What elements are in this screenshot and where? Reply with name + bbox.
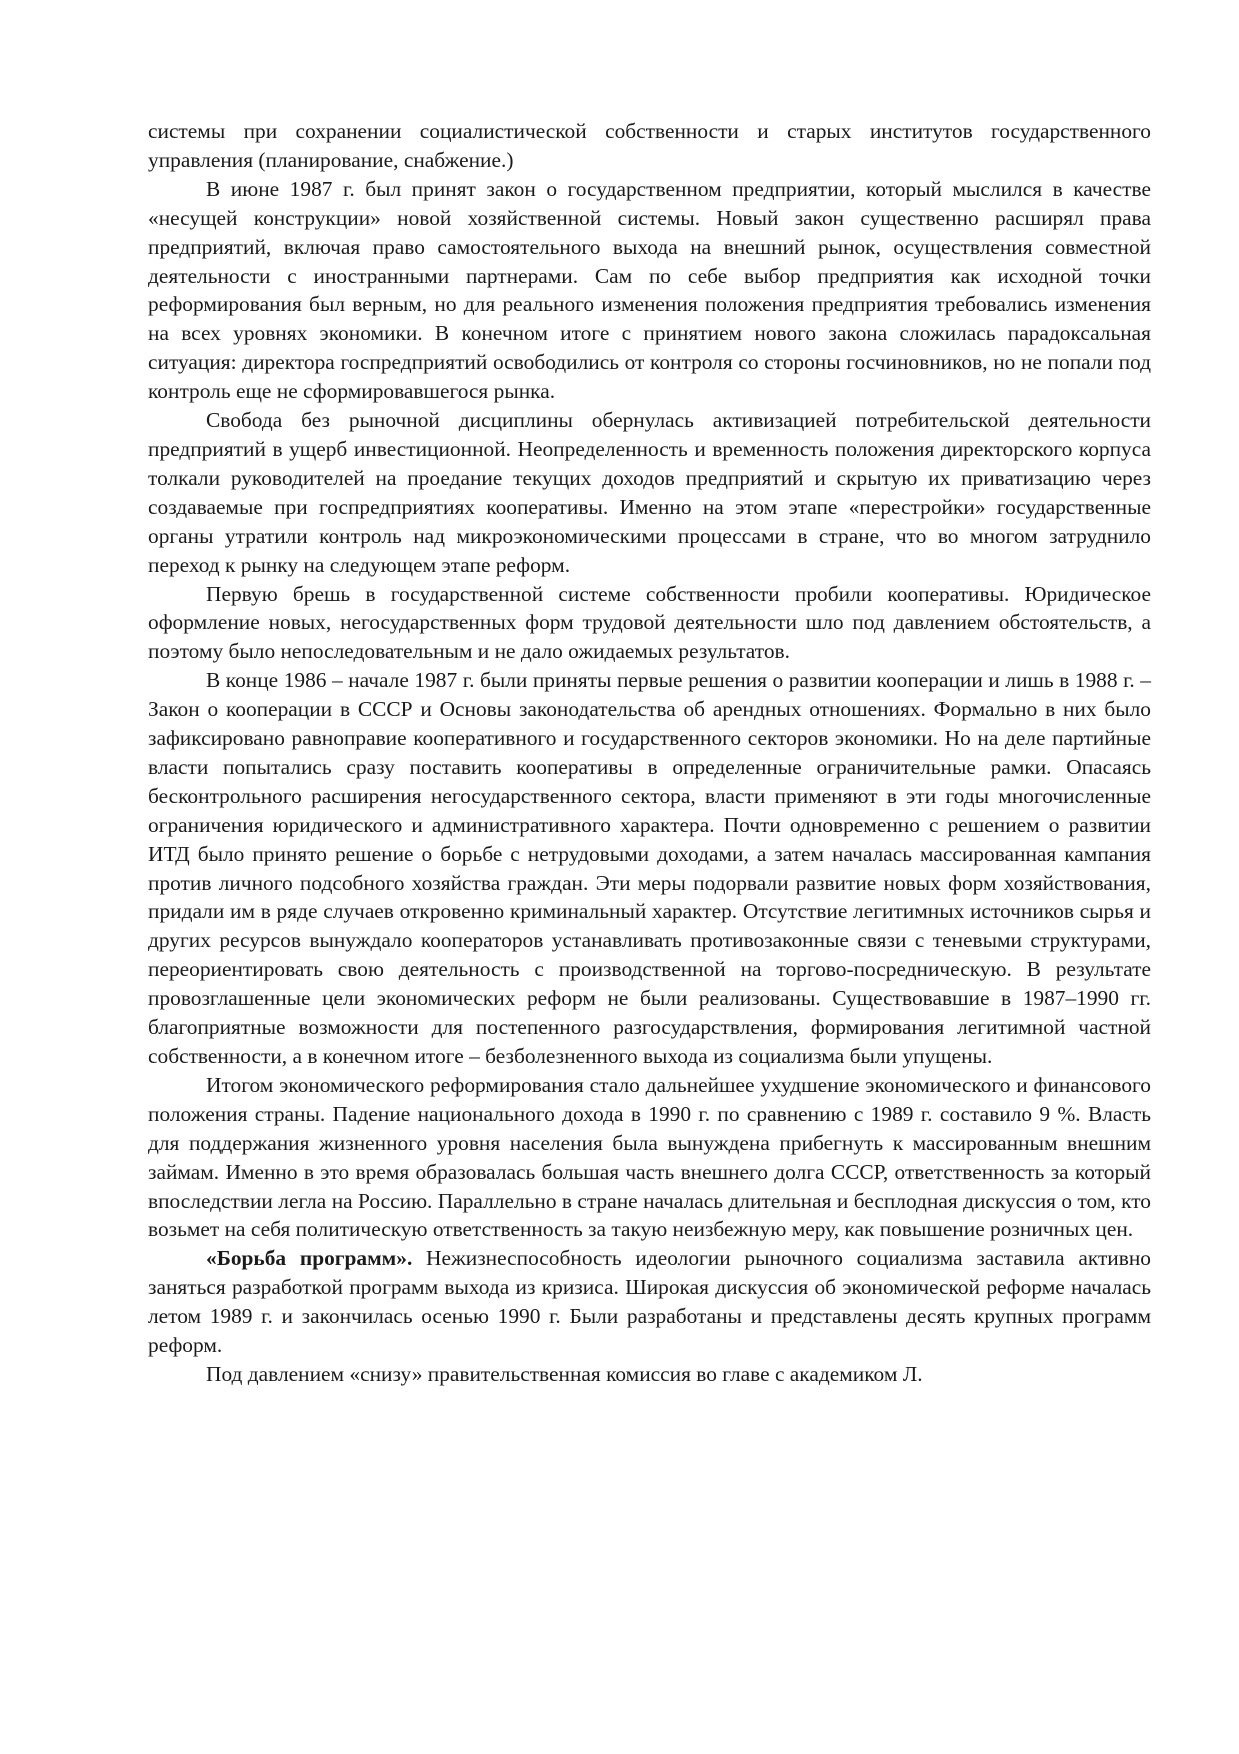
paragraph-4: Первую брешь в государственной системе собственности пробили кооперативы. Юридическое оформление новых, негосударственных форм трудовой деятельности шло под давлением обстоятельств, а поэтому было непоследовательным и не дало ожидаемых результатов. xyxy=(148,581,1151,664)
paragraph-8: Под давлением «снизу» правительственная комиссия во главе с академиком Л. xyxy=(206,1361,923,1386)
paragraph-7-text: Нежизнеспособность идеологии рыночного социализма заставила активно заняться разработкой программ выхода из кризиса. Широкая дискуссия об экономической реформе началась летом 1989 г. и закончилась осенью 1990 г. Были разработаны и представлены десять крупных программ реформ. xyxy=(148,1246,1152,1358)
paragraph-3: Свобода без рыночной дисциплины обернулась активизацией потребительской деятельности предприятий в ущерб инвестиционной. Неопределенность и временность положения директорского корпуса толкали руководителей на проедание текущих доходов предприятий и скрытую их приватизацию через создаваемые при госпредприятиях кооперативы. Именно на этом этапе «перестройки» государственные органы утратили контроль над микроэкономическими процессами в стране, что во многом затруднило переход к рынку на следующем этапе реформ. xyxy=(148,408,1151,577)
paragraph-2: В июне 1987 г. был принят закон о государственном предприятии, который мыслился в качестве «несущей конструкции» новой хозяйственной системы. Новый закон существенно расширял права предприятий, включая право самостоятельного выхода на внешний рынок, осуществления совместной деятельности с иностранными партнерами. Сам по себе выбор предприятия как исходной точки реформирования был верным, но для реального изменения положения предприятия требовались изменения на всех уровнях экономики. В конечном итоге с принятием нового закона сложилась парадоксальная ситуация: директора госпредприятий освободились от контроля со стороны госчиновников, но не попали под контроль еще не сформировавшегося рынка. xyxy=(148,176,1151,404)
document-page xyxy=(148,117,1151,1389)
paragraph-1: системы при сохранении социалистической собственности и старых институтов государственного управления (планирование, снабжение.) xyxy=(148,119,1151,172)
paragraph-7 xyxy=(148,1244,1151,1360)
section-heading: «Борьба программ». xyxy=(206,1246,413,1271)
paragraph-5: В конце 1986 – начале 1987 г. были приняты первые решения о развитии кооперации и лишь в 1988 г. – Закон о кооперации в СССР и Основы законодательства об арендных отношениях. Формально в них было зафиксировано равноправие кооперативного и государственного секторов экономики. Но на деле партийные власти попытались сразу поставить кооперативы в определенные ограничительные рамки. Опасаясь бесконтрольного расширения негосударственного сектора, власти применяют в эти годы многочисленные ограничения юридического и административного характера. Почти одновременно с решением о развитии ИТД было принято решение о борьбе с нетрудовыми доходами, а затем началась массированная кампания против личного подсобного хозяйства граждан. Эти меры подорвали развитие новых форм хозяйствования, придали им в ряде случаев откровенно криминальный характер. Отсутствие легитимных источников сырья и других ресурсов вынуждало кооператоров устанавливать противозаконные связи с теневыми структурами, переориентировать свою деятельность с производственной на торгово-посредническую. В результате провозглашенные цели экономических реформ не были реализованы. Существовавшие в 1987–1990 гг. благоприятные возможности для постепенного разгосударствления, формирования легитимной частной собственности, а в конечном итоге – безболезненного выхода из социализма были упущены. xyxy=(148,668,1151,1068)
paragraph-6: Итогом экономического реформирования стало дальнейшее ухудшение экономического и финансового положения страны. Падение национального дохода в 1990 г. по сравнению с 1989 г. составило 9 %. Власть для поддержания жизненного уровня населения была вынуждена прибегнуть к массированным внешним займам. Именно в это время образовалась большая часть внешнего долга СССР, ответственность за который впоследствии легла на Россию. Параллельно в стране началась длительная и бесплодная дискуссия о том, кто возьмет на себя политическую ответственность за такую неизбежную меру, как повышение розничных цен. xyxy=(148,1072,1151,1242)
